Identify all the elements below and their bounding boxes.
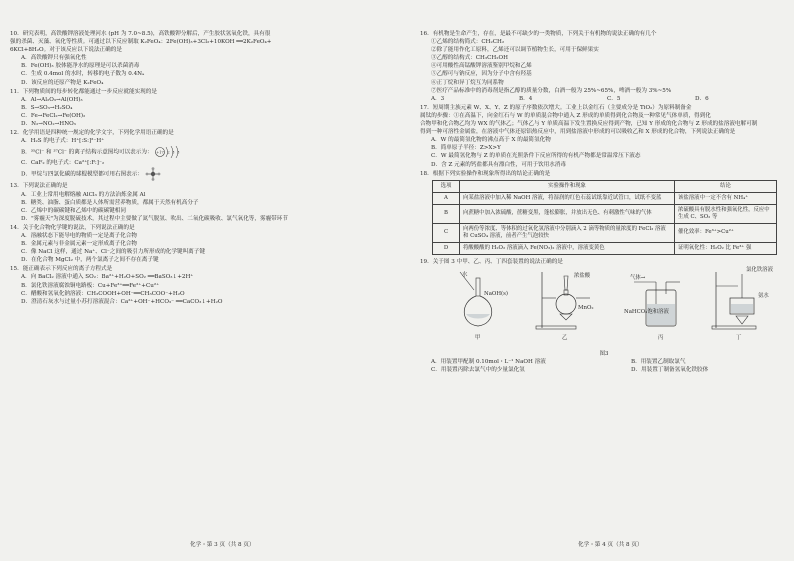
- q12-option-b: B．³⁵Cl⁻ 和 ³⁷Cl⁻ 的离子结构示意图均可以表示为：: [21, 149, 153, 156]
- apparatus-bing: [624, 268, 690, 341]
- table-row: [433, 192, 777, 204]
- row-option: D: [433, 242, 460, 254]
- q19-stem: 19．关于图 3 中甲、乙、丙、丁四套装置的说法正确的是: [420, 258, 563, 265]
- row-operation: 将酸酸酸的 H₂O₂ 溶液滴入 Fe(NO₃)₂ 溶液中，溶液变黄色: [460, 242, 675, 254]
- q15-option-d: D．澄清石灰水与过量小苏打溶液混合：Ca²⁺+OH⁻+HCO₃⁻ ══CaCO₃↓+H₂O: [21, 298, 223, 305]
- q11-option-a: A．Al→Al₂O₃→Al(OH)₃: [21, 96, 83, 103]
- question-17: [420, 104, 788, 169]
- question-16: [420, 30, 788, 103]
- q16-item-6: ⑥正丁烷和异丁烷互为同系物: [431, 79, 504, 86]
- q12-option-b-row: [10, 145, 378, 159]
- q19-option-c: C．用装置丙除去氯气中的少量氯化氢: [431, 366, 525, 373]
- row-conclusion: 催化效率：Fe³⁺>Cu²⁺: [675, 223, 777, 242]
- table-row: [433, 223, 777, 242]
- volumetric-flask-icon: [452, 268, 512, 334]
- q16-item-4: ④可用酸性高锰酸钾溶液鉴别甲烷和乙烯: [431, 63, 532, 70]
- row-operation: 向某盐溶液中加入稀 NaOH 溶液，将湿润的红色石蕊试纸靠近试管口，试纸不变蓝: [460, 192, 675, 204]
- question-11: [10, 88, 378, 128]
- header-conclusion: 结论: [675, 180, 777, 192]
- left-column: [10, 30, 378, 307]
- q13-option-d: D．"雾霾天"为深度脱硫技术，其过程中主要做了氮气脱氢、吹出、二氧化碳吸收、氯气氧化等，雾霾带环节: [21, 215, 288, 222]
- header-operation: 实验操作和现象: [460, 180, 675, 192]
- q17-line-2: 属钛的步骤：①在高温下，向金红石与 W 的单质混合物中通入 Z 形成的单质得到化合物及一种常见气体单质，得到化: [420, 112, 711, 119]
- q12-option-d: D．甲烷与四氯化碳的球棍模型都可用右图表示：: [21, 171, 143, 178]
- q13-option-c: C．乙烯中的碳碳键和乙烯中的碳碳键相同: [21, 207, 126, 214]
- q17-line-1: 17．短周期主族元素 W、X、Y、Z 的原子序数依次增大。工业上以金红石（主要成分是 TiO₂）为原料制备金: [420, 104, 692, 111]
- q10-line-3: 6KCl+8H₂O。对于该反应以下说法正确的是: [10, 47, 122, 54]
- apparatus-figures: [432, 268, 788, 348]
- label-yi: 乙: [562, 334, 568, 341]
- question-15: [10, 265, 378, 305]
- q10-line-2: 强的杀菌、灭藻、氧化等性质。可通过以下反应制取 K₂FeO₄：2Fe(OH)₃+3Cl₂+10KOH ══2K₂FeO₄+: [10, 39, 272, 46]
- svg-text:8: 8: [177, 150, 180, 155]
- q16-choice-c: C．5: [607, 95, 621, 102]
- figure-caption: 图3: [599, 350, 609, 357]
- q16-item-5: ⑤乙醇可与钠反应，因为分子中含有羟基: [431, 71, 532, 78]
- label-mno2: MnO₂: [578, 304, 594, 311]
- table-header-row: [433, 180, 777, 192]
- label-gas-in: 气体→: [630, 274, 646, 281]
- q16-choice-d: D．6: [695, 95, 709, 102]
- q15-option-a: A．向 BaCl₂ 溶液中通入 SO₂：Ba²⁺+H₂O+SO₂ ══BaSO₃↓+2H⁺: [21, 274, 194, 281]
- q19-options-row-2: [420, 366, 788, 374]
- right-column: [420, 30, 788, 375]
- header-option: 选项: [433, 180, 460, 192]
- experiment-table: [432, 180, 777, 255]
- ball-stick-model-icon: [145, 167, 161, 181]
- q11-option-d: D．N₂→NO₂→HNO₃: [21, 121, 76, 128]
- q19-option-d: D．用装置丁制备氢氧化铁胶体: [631, 366, 709, 373]
- q17-line-3: 合物甲和化合物乙均为 WX 的气体乙；气体乙与 Y 单质高温下发生置换反应得到产物，已知 Y 形成的化合物与 Z 形成的盐溶液电解可制: [420, 121, 758, 128]
- q13-option-b: B．糖类、油脂、蛋白质都是人体所需营养物质，都属于天然有机高分子: [21, 199, 199, 206]
- q13-option-a: A．工业上常用电解熔融 AlCl₃ 的方法冶炼金属 Al: [21, 191, 146, 198]
- question-14: [10, 224, 378, 264]
- apparatus-jia: [452, 268, 512, 341]
- q10-line-1: 10．研究表明，高铁酸钾溶液处理河水 (pH 为 7.0~8.5)，高铁酸钾分解后，产生胶状氢氧化铁，具有很: [10, 31, 271, 37]
- q17-option-d: D．含 Z 元素的钙盐都具有漂白性，可用于饮用水消毒: [431, 161, 566, 168]
- row-option: A: [433, 192, 460, 204]
- question-10: [10, 30, 378, 87]
- q16-choice-b: B．4: [519, 95, 533, 102]
- q16-item-2: ②除了能用作化工原料，乙烯还可以调节植物生长，可用于保鲜果实: [431, 47, 599, 54]
- q12-option-d-row: [10, 167, 378, 181]
- q17-option-a: A．W 的最简氢化物的沸点高于 X 的最简氢化物: [431, 137, 551, 144]
- q10-option-c: C．生成 0.4mol 的水时，转移的电子数为 0.4Nₐ: [21, 71, 145, 78]
- svg-text:+17: +17: [156, 150, 165, 155]
- q11-stem: 11．下列物质间的每步转化都能通过一步反应就能实现的是: [10, 88, 157, 95]
- q14-stem: 14．关于化合物化学键的说法，下列说法正确的是: [10, 224, 135, 231]
- svg-text:2: 2: [167, 150, 171, 155]
- q16-item-1: ①乙烯的结构简式：CH₂CH₂: [431, 39, 505, 46]
- q15-stem: 15．能正确表示下列反应的离子方程式是: [10, 266, 113, 273]
- svg-text:8: 8: [172, 150, 175, 155]
- q10-option-d: D．该反应的还原产物是 K₂FeO₄: [21, 79, 104, 86]
- colloid-preparation-icon: [710, 268, 774, 334]
- q17-option-b: B．简单原子半径：Z>X>Y: [431, 145, 501, 152]
- label-bing: 丙: [658, 334, 664, 341]
- label-jia: 甲: [475, 334, 481, 341]
- row-conclusion: 该盐溶液中一定不含有 NH₄⁺: [675, 192, 777, 204]
- q16-choices: [420, 95, 788, 103]
- label-naoh: NaOH(s): [484, 290, 509, 297]
- row-operation: 向两份等浓度、等体积的过氧化氢溶液中分别滴入 2 滴等物质的量浓度的 FeCl₃ 溶液和 CuSO₄ 溶液，前者产生气泡较快: [460, 223, 675, 242]
- q14-option-b: B．金属元素与非金属元素一定形成离子化合物: [21, 241, 137, 248]
- question-13: [10, 182, 378, 222]
- q15-option-c: C．醋酸和氢氧化钠溶液：CH₃COOH+OH⁻══CH₃COO⁻+H₂O: [21, 290, 185, 297]
- q18-stem: 18．根据下列实验操作和现象所得出的结论正确的是: [420, 170, 551, 177]
- label-ding: 丁: [736, 334, 742, 341]
- q10-option-b: B．Fe(OH)₃ 胶体能净水的原理是可以杀菌消毒: [21, 63, 140, 70]
- chlorine-generator-icon: [532, 268, 602, 334]
- apparatus-yi: [532, 268, 602, 341]
- question-19: [420, 258, 788, 374]
- q17-line-4: 得到一种可溶性金属盐，在溶液中气体还原铝热反应中，用到盐溶液中形成的可以吸收乙和 X 形成的化合物，下列说法正确的是: [420, 129, 736, 136]
- question-12: [10, 129, 378, 181]
- q16-item-3: ③乙醇的结构式：CH₃CH₂OH: [431, 55, 509, 62]
- q13-stem: 13．下列说法正确的是: [10, 183, 68, 190]
- q12-option-a: A．H₂S 的电子式：H⁺[:S:]²⁻H⁺: [21, 138, 105, 145]
- q10-option-a: A．高铁酸钾只有强氧化性: [21, 55, 87, 62]
- q11-option-b: B．S→SO₃→H₂SO₄: [21, 104, 73, 111]
- label-water: 水: [462, 271, 468, 278]
- q14-option-c: C．像 NaCl 这样，通过 Na⁺、Cl⁻之间的吸引力所形成的化学键叫离子键: [21, 249, 205, 256]
- q14-option-d: D．在化合物 MgCl₂ 中，两个氯离子之间不存在离子键: [21, 257, 159, 264]
- q11-option-c: C．Fe→FeCl₂→Fe(OH)₂: [21, 112, 86, 119]
- table-row: [433, 242, 777, 254]
- apparatus-ding: [710, 266, 774, 341]
- q19-options-row-1: [420, 358, 788, 366]
- ion-structure-diagram-icon: [154, 145, 188, 159]
- q14-option-a: A．溶融状态下能导电的物质一定是离子化合物: [21, 232, 137, 239]
- label-fecl3: 氯化铁溶液: [746, 266, 773, 273]
- q12-option-c: C．CaF₂ 的电子式：Ca²⁺[:F:]⁻₂: [21, 160, 105, 167]
- label-nahco3: NaHCO₃饱和溶液: [624, 308, 669, 315]
- q15-option-b: B．氯化铁溶液腐蚀铜电路板：Cu+Fe³⁺══Fe²⁺+Cu²⁺: [21, 282, 160, 289]
- page-footer-right: 化学・第 4 页（共 8 页）: [578, 542, 643, 548]
- q19-option-b: B．用装置乙制取氯气: [631, 358, 686, 365]
- row-conclusion: 证明氧化性：H₂O₂ 比 Fe³⁺ 强: [675, 242, 777, 254]
- row-conclusion: 浓硫酸具有脱水性和强氧化性，反应中生成 C、SO₂ 等: [675, 204, 777, 223]
- q19-option-a: A．用装置甲配制 0.10mol・L⁻¹ NaOH 溶液: [431, 358, 546, 365]
- table-row: [433, 204, 777, 223]
- question-18: [420, 170, 788, 255]
- q16-stem: 16．有机物是生命产生，存在，是最不可缺少的一类物质，下列关于有机物的说法正确的有几个: [420, 31, 657, 37]
- q16-choice-a: A．3: [431, 95, 445, 102]
- q17-option-c: C．W 最简氢化物与 Z 的单质在光照条件下反应所得的有机产物都是常温常压下液态: [431, 153, 641, 160]
- label-ammonia: 氨水: [758, 292, 769, 299]
- row-option: C: [433, 223, 460, 242]
- row-operation: 向蔗糖中加入浓硫酸，蔗糖变黑，蓬松膨胀，并放出无色、有刺激性气味的气体: [460, 204, 675, 223]
- row-option: B: [433, 204, 460, 223]
- page-footer-left: 化学・第 3 页（共 8 页）: [190, 542, 255, 548]
- q12-stem: 12．化学用语是四种统一规定的化学文字，下列化学用语正确的是: [10, 130, 174, 137]
- q16-item-7: ⑦医疗产品标准中的消毒剂是指乙醇的质量分数，白酒一般为 25%~65%，啤酒一般为 3%~5%: [431, 87, 672, 94]
- label-conc-hcl: 浓盐酸: [574, 272, 591, 279]
